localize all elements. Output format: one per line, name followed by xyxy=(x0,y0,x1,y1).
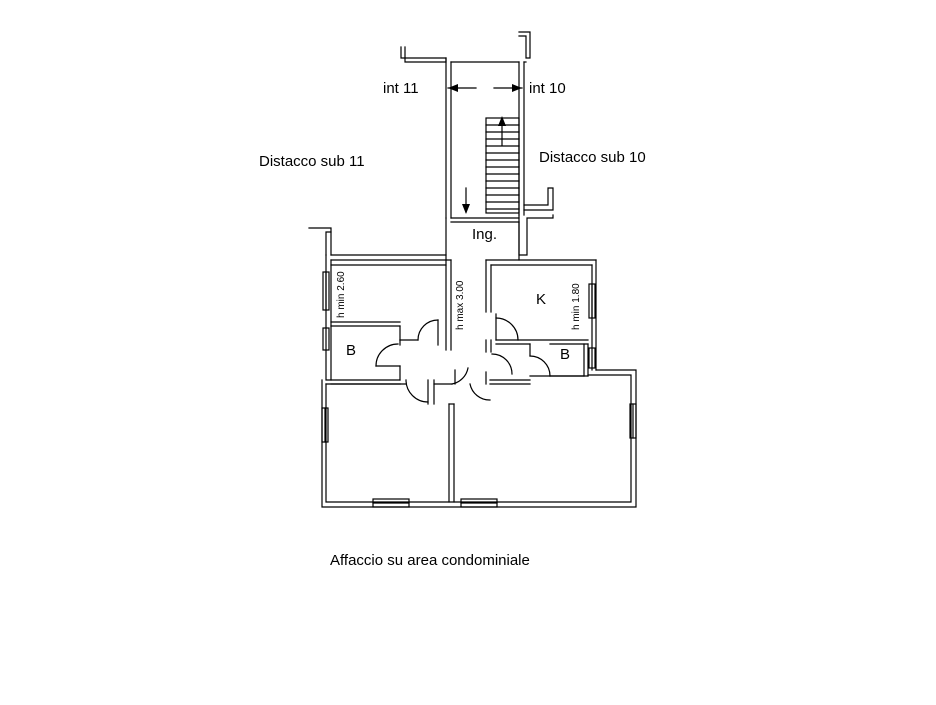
affaccio-label: Affaccio su area condominiale xyxy=(330,552,530,569)
distacco-sub-11-label: Distacco sub 11 xyxy=(259,153,365,170)
h-min-left-label: h min 2.60 xyxy=(336,271,347,318)
distacco-sub-10-label: Distacco sub 10 xyxy=(539,149,646,166)
left-upper-wall xyxy=(309,228,451,260)
int-10-label: int 10 xyxy=(529,80,566,97)
kitchen-label: K xyxy=(536,291,547,308)
ingresso-label: Ing. xyxy=(472,226,498,243)
bathroom-right-label: B xyxy=(560,346,571,363)
left-bathroom xyxy=(331,326,400,384)
h-min-right-label: h min 1.80 xyxy=(571,283,582,330)
bathroom-left-label: B xyxy=(346,342,357,359)
arrows xyxy=(448,88,522,212)
int-11-label: int 11 xyxy=(383,80,419,97)
lower-block xyxy=(322,370,636,507)
h-max-corridor-label: h max 3.00 xyxy=(455,280,466,330)
